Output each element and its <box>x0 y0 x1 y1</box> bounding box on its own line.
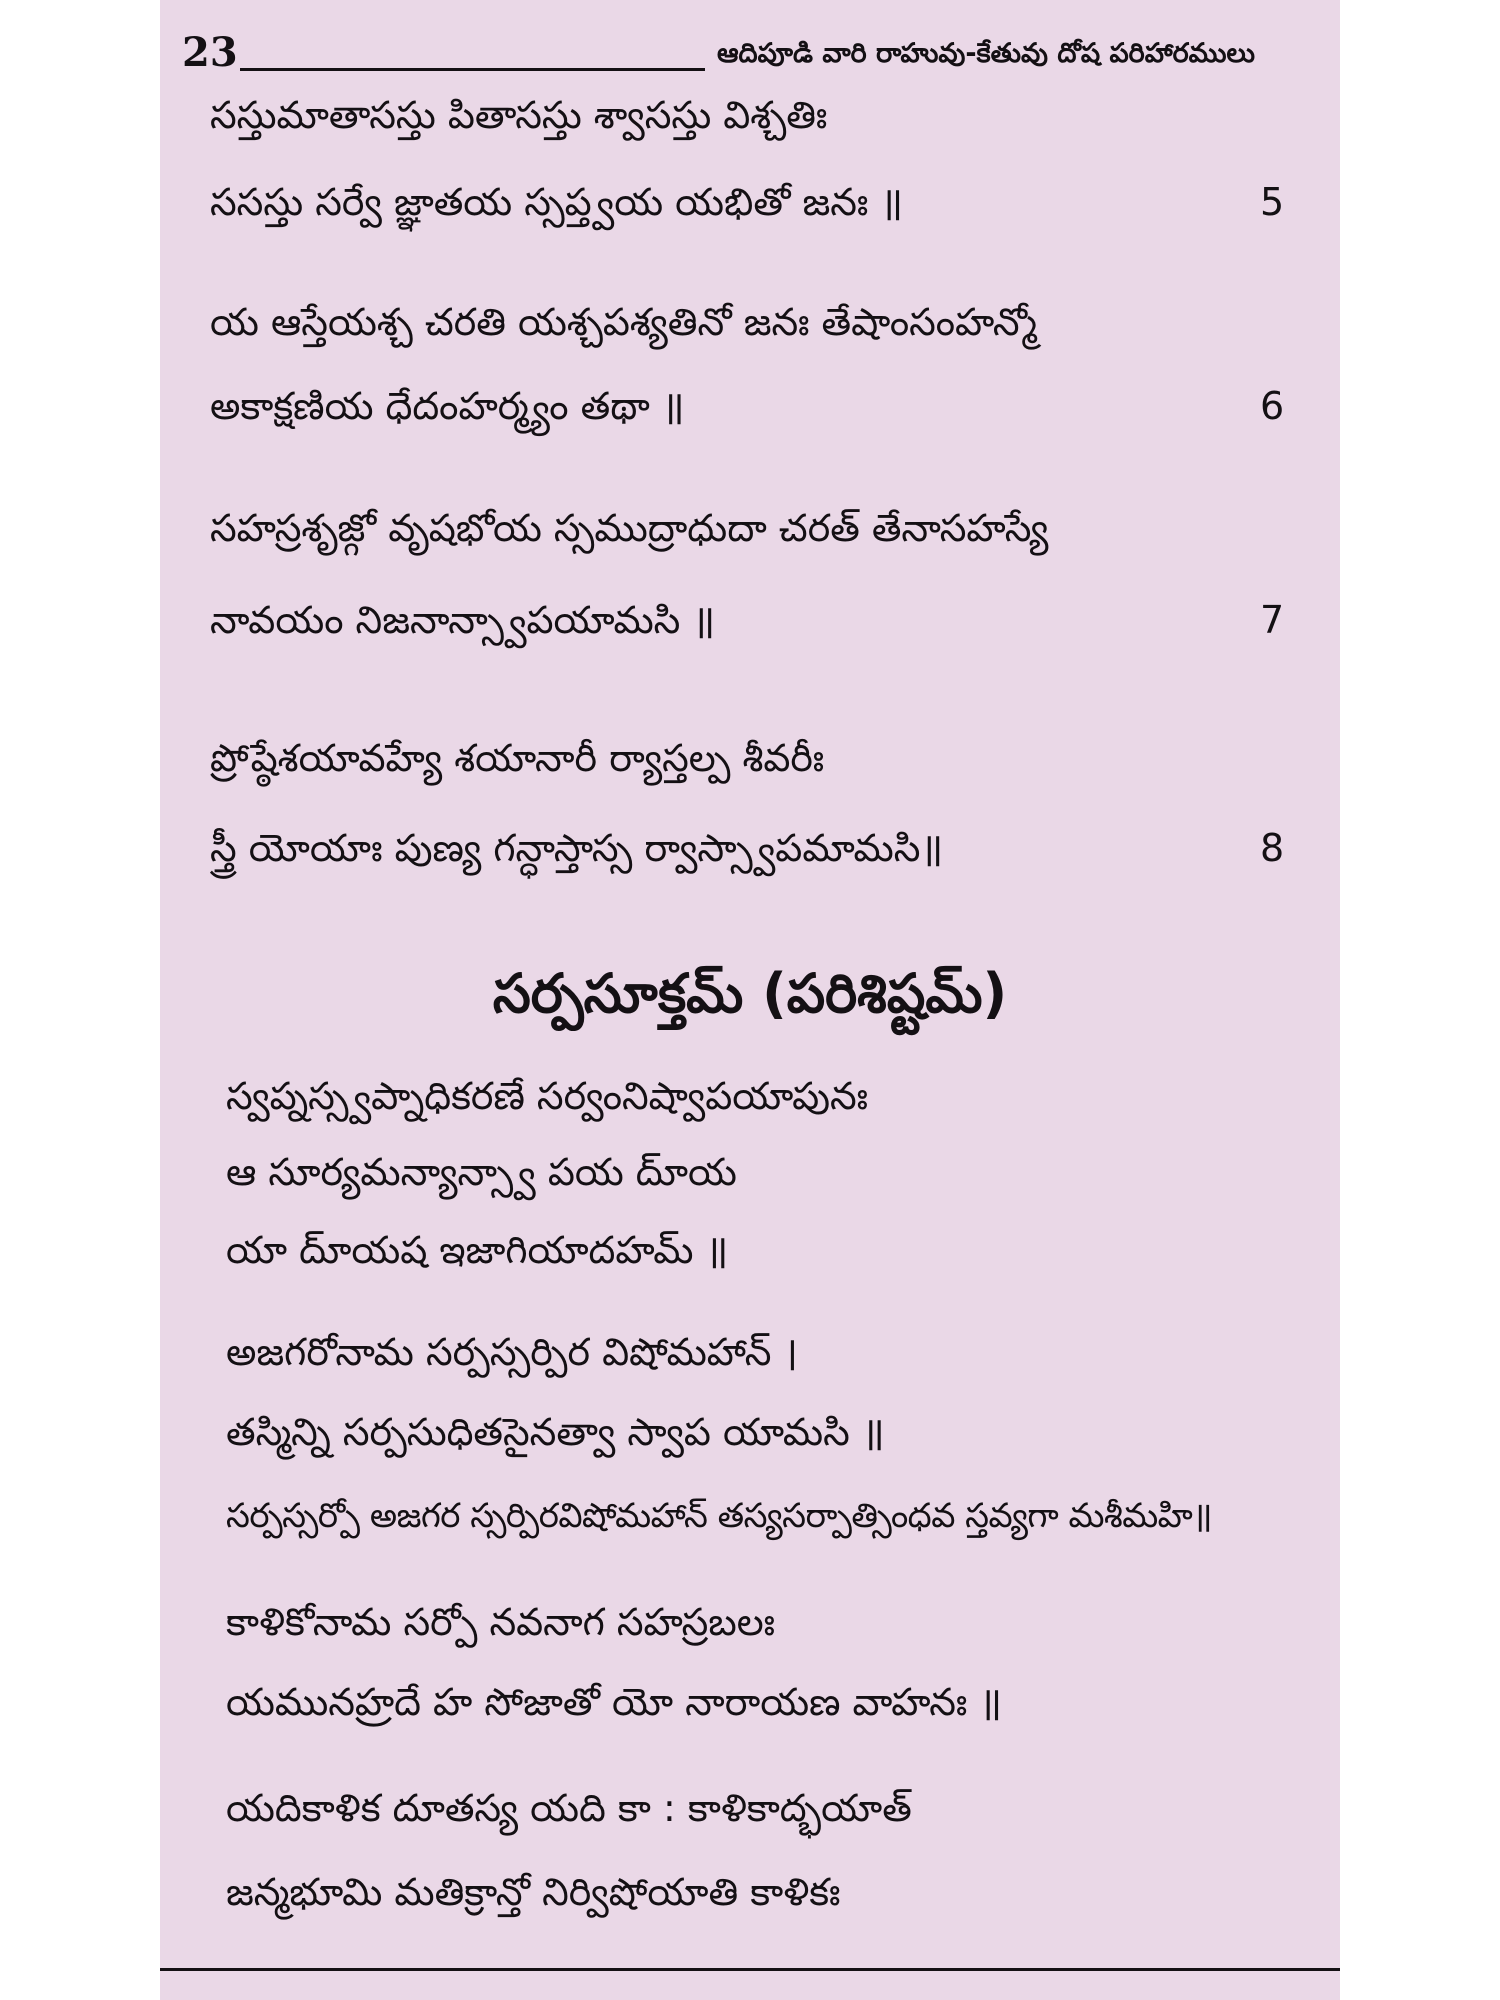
header-rule <box>240 68 705 71</box>
verse-number: 7 <box>1260 598 1285 642</box>
running-title: ఆదిపూడి వారి రాహువు-కేతువు దోష పరిహారములు <box>717 38 1255 69</box>
page-number: 23 <box>182 29 238 76</box>
section-heading: సర్పసూక్తమ్ (పరిశిష్టమ్) <box>492 962 1008 1025</box>
verse-line: ప్రోష్ఠేశయావహ్యే శయానారీ ర్యాస్తల్ప శీవరీః <box>210 736 825 780</box>
page-header <box>182 28 1322 78</box>
stanza-line: యా దూ్యష ఇజాగియాదహమ్ ॥ <box>226 1228 729 1272</box>
stanza-line: కాళికోనామ సర్పో నవనాగ సహస్రబలః <box>226 1600 775 1644</box>
stanza-line: సర్పస్సర్పో అజగర స్సర్పిరవిషోమహాన్ తస్యసర్పాత్సింధవ స్తవ్యగా మశీమహి॥ <box>226 1496 1213 1536</box>
verse-line: ససస్తు సర్వే జ్ఞాతయ స్సప్త్వయ యభితో జనః ॥ <box>210 180 904 224</box>
stanza-line: జన్మభూమి మతిక్రాన్తో నిర్విషోయాతి కాళికః <box>226 1870 841 1914</box>
verse-number: 6 <box>1260 384 1285 428</box>
stanza-line: ఆ సూర్యమన్యాన్స్వా పయ దూ్య <box>226 1150 737 1194</box>
book-page <box>160 0 1340 2000</box>
stanza-line: యదికాళిక దూతస్య యది కా : కాళికాద్భయాత్‌ <box>226 1786 912 1830</box>
verse-line: సహస్రశృజ్గో వృషభోయ స్సముద్రాధుదా చరత్‌ తేనాసహస్యే <box>210 506 1049 550</box>
verse-number: 5 <box>1260 180 1285 224</box>
stanza-line: స్వప్నస్స్వప్నాధికరణే సర్వంనిష్వాపయాపునః <box>226 1074 868 1118</box>
stanza-line: తస్మిన్ని సర్పసుధితసైనత్వా స్వాప యామసి ॥ <box>226 1410 885 1454</box>
stanza-line: యమునహ్రదే హ సోజాతో యో నారాయణ వాహనః ॥ <box>226 1680 1003 1724</box>
verse-line: నావయం నిజనాన్స్వాపయామసి ॥ <box>210 598 716 642</box>
verse-line: స్త్రీ యోయాః పుణ్య గన్ధాస్తాస్స ర్వాస్స్వాపమామసి॥ <box>210 826 944 870</box>
stanza-line: అజగరోనామ సర్పస్సర్పిర విషోమహాన్ । <box>226 1330 798 1374</box>
verse-line: సస్తుమాతాసస్తు పితాసస్తు శ్వాసస్తు విశ్చతిః <box>210 93 828 137</box>
verse-line: య ఆస్తేయశ్చ చరతి యశ్చపశ్యతినో జనః తేషాంసంహన్మో <box>210 300 1037 344</box>
footer-rule <box>160 1968 1340 1971</box>
verse-number: 8 <box>1260 826 1285 870</box>
verse-line: అకాక్షణియ ధేదంహర్మ్యం తథా ॥ <box>210 384 685 428</box>
